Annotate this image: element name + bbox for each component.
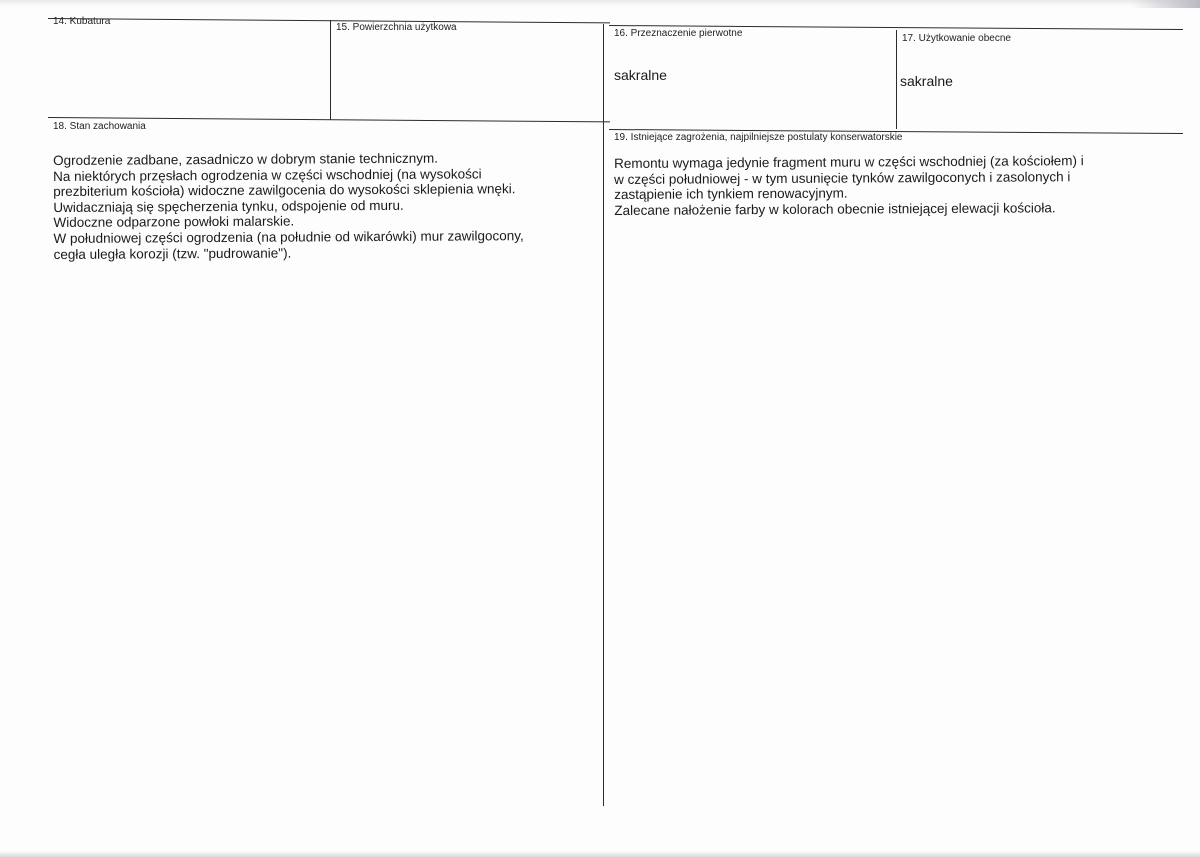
field-19-label: 19. Istniejące zagrożenia, najpilniejsze postulaty konserwatorskie [614,132,903,143]
field-18-line: Widoczne odparzone powłoki malarskie. [53,213,295,231]
field-18-line: cegła uległa korozji (tzw. "pudrowanie"). [53,245,292,262]
field-19-text[interactable] [614,153,1084,218]
field-18-label: 18. Stan zachowania [53,121,146,132]
field-18-line: Na niektórych przęsłach ogrodzenia w części wschodniej (na wysokości [53,165,482,184]
field-17-value[interactable]: sakralne [900,73,953,89]
field-18-text[interactable] [53,150,524,262]
row1-top-border [48,18,610,23]
field-16-label: 16. Przeznaczenie pierwotne [614,28,743,39]
field-18-line: Uwidaczniają się spęcherzenia tynku, odspojenie od muru. [53,197,404,215]
field-18-line: Ogrodzenie zadbane, zasadniczo w dobrym stanie technicznym. [53,150,439,168]
scan-shadow-bottom [0,851,1200,857]
scan-shadow-corner [1130,0,1200,8]
field-19-line: Remontu wymaga jedynie fragment muru w części wschodniej (za kościołem) i [614,153,1084,171]
field-17-label: 17. Użytkowanie obecne [902,33,1011,44]
divider-14-15 [330,20,331,120]
field-16-value[interactable]: sakralne [614,67,667,83]
divider-16-17 [896,30,897,129]
field-19-line: Zalecane nałożenie farby w kolorach obecnie istniejącej elewacji kościoła. [614,200,1056,218]
field-18-line: prezbiterium kościoła) widoczne zawilgocenia do wysokości sklepienia wnęki. [53,181,516,200]
divider-main [603,24,604,806]
field-18-line: W południowej części ogrodzenia (na południe od wikarówki) mur zawilgocony, [53,228,524,246]
field-14-label: 14. Kubatura [53,16,111,27]
scan-shadow-top [0,0,1200,6]
field-19-line: zastąpienie ich tynkiem renowacyjnym. [614,185,848,203]
field-15-label: 15. Powierzchnia użytkowa [336,22,457,33]
field-19-line: w części południowej - w tym usunięcie tynków zawilgoconych i zasolonych i [614,168,1071,187]
